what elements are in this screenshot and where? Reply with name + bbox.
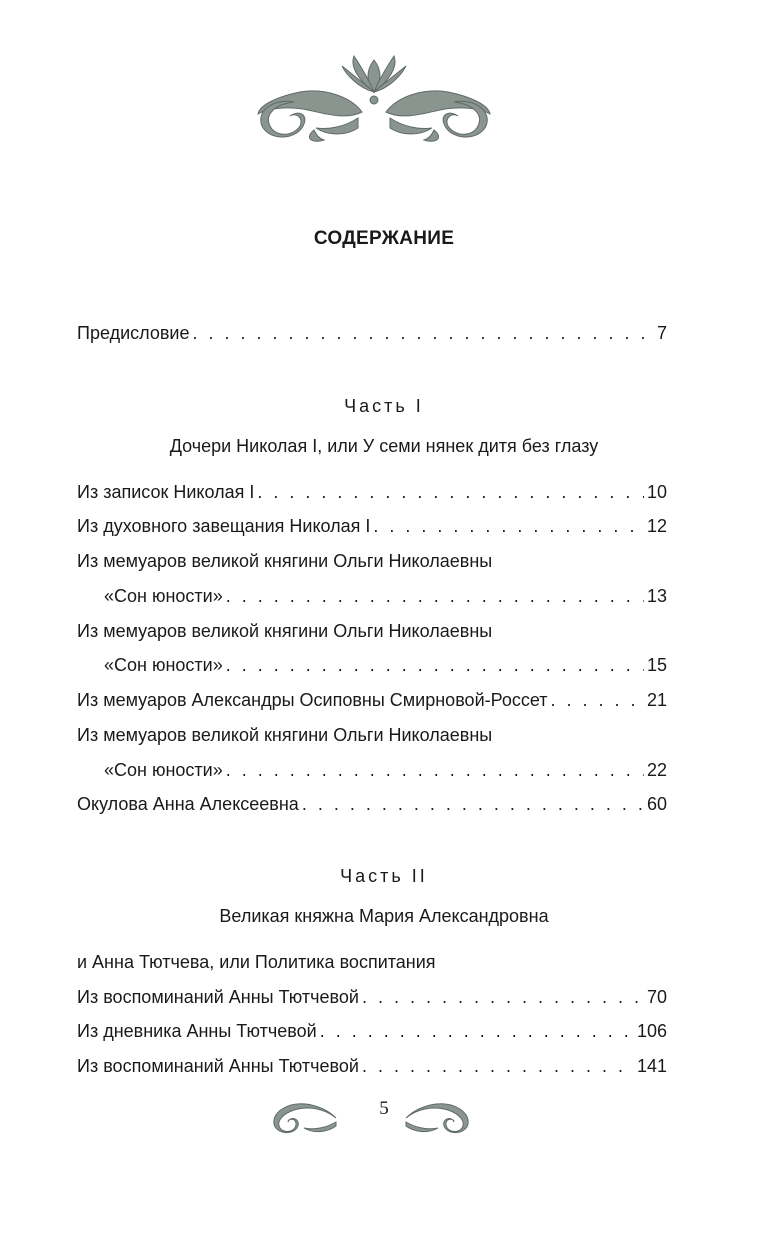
dot-leader (257, 482, 644, 503)
dot-leader (362, 1056, 634, 1077)
toc-entry-label[interactable]: Из мемуаров великой княгини Ольги Николаевны (77, 551, 493, 571)
toc-entry-label: Из записок Николая I (77, 482, 255, 502)
toc-entry[interactable] (77, 482, 667, 508)
toc-entry-label: Предисловие (77, 323, 190, 343)
toc-entry-preface[interactable] (77, 323, 667, 349)
toc-title: СОДЕРЖАНИЕ (313, 228, 455, 249)
toc-entry-page: 141 (636, 1056, 667, 1076)
toc-entry[interactable] (104, 760, 667, 786)
toc-entry-label: Из воспоминаний Анны Тютчевой (77, 987, 359, 1007)
toc-entry[interactable] (77, 516, 667, 542)
part-2-heading: Часть II (340, 866, 428, 886)
dot-leader (373, 516, 644, 537)
toc-entry[interactable] (77, 690, 667, 716)
toc-entry-page: 13 (646, 586, 667, 606)
dot-leader (192, 323, 654, 344)
page-number: 5 (379, 1098, 389, 1119)
dot-leader (226, 586, 644, 607)
toc-entry-label: «Сон юности» (104, 760, 223, 780)
dot-leader (226, 760, 644, 781)
dot-leader (551, 690, 644, 711)
toc-entry[interactable] (104, 655, 667, 681)
part-2-subtitle-continued: и Анна Тютчева, или Политика воспитания (77, 952, 436, 972)
toc-entry-page: 15 (646, 655, 667, 675)
dot-leader (320, 1021, 634, 1042)
floral-ornament-icon (254, 52, 494, 144)
part-1-heading: Часть I (344, 396, 424, 416)
toc-entry[interactable] (77, 987, 667, 1013)
dot-leader (302, 794, 644, 815)
toc-entry-page: 10 (646, 482, 667, 502)
toc-entry-label: Из воспоминаний Анны Тютчевой (77, 1056, 359, 1076)
scroll-flourish-right-icon (404, 1098, 470, 1134)
toc-entry-page: 106 (636, 1021, 667, 1041)
toc-entry[interactable] (104, 586, 667, 612)
toc-entry-label[interactable]: Из мемуаров великой княгини Ольги Николаевны (77, 621, 493, 641)
toc-entry[interactable] (77, 1021, 667, 1047)
toc-entry-page: 70 (646, 987, 667, 1007)
dot-leader (362, 987, 644, 1008)
toc-entry-page: 12 (646, 516, 667, 536)
toc-entry-label: «Сон юности» (104, 655, 223, 675)
toc-entry-label: Из мемуаров Александры Осиповны Смирновой-Россет (77, 690, 548, 710)
toc-entry-label: Из дневника Анны Тютчевой (77, 1021, 317, 1041)
toc-entry-page: 7 (656, 323, 667, 343)
toc-entry-label[interactable]: Из мемуаров великой княгини Ольги Николаевны (77, 725, 493, 745)
toc-entry-label: Из духовного завещания Николая I (77, 516, 371, 536)
toc-entry[interactable] (77, 1056, 667, 1082)
part-2-subtitle: Великая княжна Мария Александровна (219, 906, 549, 926)
toc-entry-label: Окулова Анна Алексеевна (77, 794, 299, 814)
toc-entry-page: 21 (646, 690, 667, 710)
toc-entry-label: «Сон юности» (104, 586, 223, 606)
dot-leader (226, 655, 644, 676)
toc-entry[interactable] (77, 794, 667, 820)
part-1-subtitle: Дочери Николая I, или У семи нянек дитя без глазу (169, 436, 599, 456)
toc-entry-page: 22 (646, 760, 667, 780)
toc-entry-page: 60 (646, 794, 667, 814)
